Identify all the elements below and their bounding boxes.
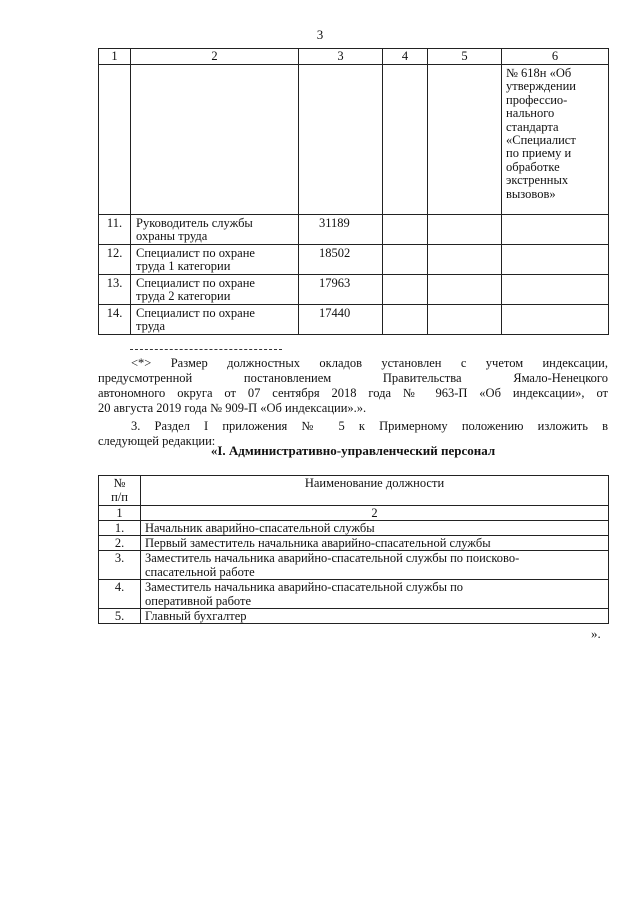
empty-cell [428, 275, 502, 305]
header-cell: 2 [131, 49, 299, 65]
row-number: 4. [99, 580, 141, 609]
row-number: 14. [99, 305, 131, 335]
table-row [99, 305, 609, 335]
table-row [99, 536, 609, 551]
table-row [99, 521, 609, 536]
empty-cell [502, 305, 609, 335]
text-line: Заместитель начальника аварийно-спасательной службы по поисково- [145, 551, 520, 565]
row-number: 1. [99, 521, 141, 536]
table-subheader-row [99, 506, 609, 521]
text-line: по приему и [506, 146, 572, 161]
position-name [141, 551, 609, 580]
text-line: вызовов» [506, 186, 556, 201]
footnote-line: автономного округа от 07 сентября 2018 года № 963-П «Об индексации», от [98, 386, 608, 400]
text-line: № [113, 476, 126, 490]
empty-cell [131, 65, 299, 215]
table-row [99, 609, 609, 624]
row-number: 11. [99, 215, 131, 245]
header-cell: 4 [383, 49, 428, 65]
row-number: 13. [99, 275, 131, 305]
legal-basis-cell [502, 65, 609, 215]
footnote-line: 20 августа 2019 года № 909-П «Об индексации».». [98, 401, 367, 415]
empty-cell [99, 65, 131, 215]
text-line: Специалист по охране [136, 306, 255, 320]
position-name [131, 275, 299, 305]
subheader-cell: 2 [141, 506, 609, 521]
salary-value: 17440 [299, 305, 383, 335]
table-row [99, 245, 609, 275]
table-header-row [99, 49, 609, 65]
empty-cell [383, 245, 428, 275]
footnote [98, 356, 608, 416]
empty-cell [428, 215, 502, 245]
paragraph-line: следующей редакции: [98, 434, 216, 448]
row-number: 3. [99, 551, 141, 580]
empty-cell [428, 245, 502, 275]
table-row [99, 65, 609, 215]
empty-cell [383, 305, 428, 335]
salary-value: 31189 [299, 215, 383, 245]
empty-cell [383, 65, 428, 215]
text-line: труда [136, 319, 166, 334]
text-line: стандарта [506, 119, 559, 134]
section-heading: «I. Административно-управленческий персонал [210, 443, 496, 458]
text-line: оперативной работе [145, 594, 252, 608]
text-line: экстренных [506, 173, 569, 188]
position-name: Главный бухгалтер [141, 609, 609, 624]
text-line: п/п [111, 490, 128, 504]
text-line: № 618н «Об [506, 66, 572, 80]
empty-cell [428, 65, 502, 215]
row-number: 5. [99, 609, 141, 624]
empty-cell [299, 65, 383, 215]
header-cell: 3 [299, 49, 383, 65]
positions-table [98, 475, 609, 624]
footnote-line: <*> Размер должностных окладов установлен с учетом индексации, [131, 356, 608, 370]
header-num-cell [99, 476, 141, 506]
footnote-line: предусмотренной постановлением Правительства Ямало-Ненецкого [98, 371, 608, 385]
table-header-row [99, 476, 609, 506]
subheader-cell: 1 [99, 506, 141, 521]
text-line: труда 1 категории [136, 259, 231, 274]
empty-cell [383, 275, 428, 305]
salary-value: 17963 [299, 275, 383, 305]
text-line: нального [506, 106, 555, 121]
salary-value: 18502 [299, 245, 383, 275]
text-line: «Специалист [506, 133, 576, 148]
empty-cell [502, 245, 609, 275]
row-number: 2. [99, 536, 141, 551]
header-cell: 1 [99, 49, 131, 65]
text-line: труда 2 категории [136, 289, 231, 304]
text-line: Руководитель службы [136, 216, 253, 230]
empty-cell [502, 275, 609, 305]
text-line: охраны труда [136, 229, 208, 244]
position-name [131, 215, 299, 245]
text-line: обработке [506, 159, 560, 174]
table-row [99, 580, 609, 609]
salary-table [98, 48, 609, 335]
empty-cell [383, 215, 428, 245]
text-line: профессио- [506, 92, 568, 107]
text-line: Заместитель начальника аварийно-спасательной службы по [145, 580, 464, 594]
header-cell: 6 [502, 49, 609, 65]
position-name [131, 245, 299, 275]
closing-quote: ». [591, 626, 601, 641]
position-name [141, 580, 609, 609]
empty-cell [428, 305, 502, 335]
table-row [99, 275, 609, 305]
page-number: 3 [316, 27, 324, 42]
header-name-cell: Наименование должности [141, 476, 609, 506]
table-row [99, 215, 609, 245]
header-cell: 5 [428, 49, 502, 65]
position-name: Начальник аварийно-спасательной службы [141, 521, 609, 536]
position-name [131, 305, 299, 335]
text-line: Специалист по охране [136, 246, 255, 260]
text-line: утверждении [506, 79, 576, 94]
row-number: 12. [99, 245, 131, 275]
position-name: Первый заместитель начальника аварийно-спасательной службы [141, 536, 609, 551]
paragraph-line: 3. Раздел I приложения № 5 к Примерному положению изложить в [131, 419, 608, 433]
text-line: Специалист по охране [136, 276, 255, 290]
empty-cell [502, 215, 609, 245]
table-row [99, 551, 609, 580]
text-line: спасательной работе [145, 565, 255, 579]
footnote-separator [130, 349, 282, 350]
